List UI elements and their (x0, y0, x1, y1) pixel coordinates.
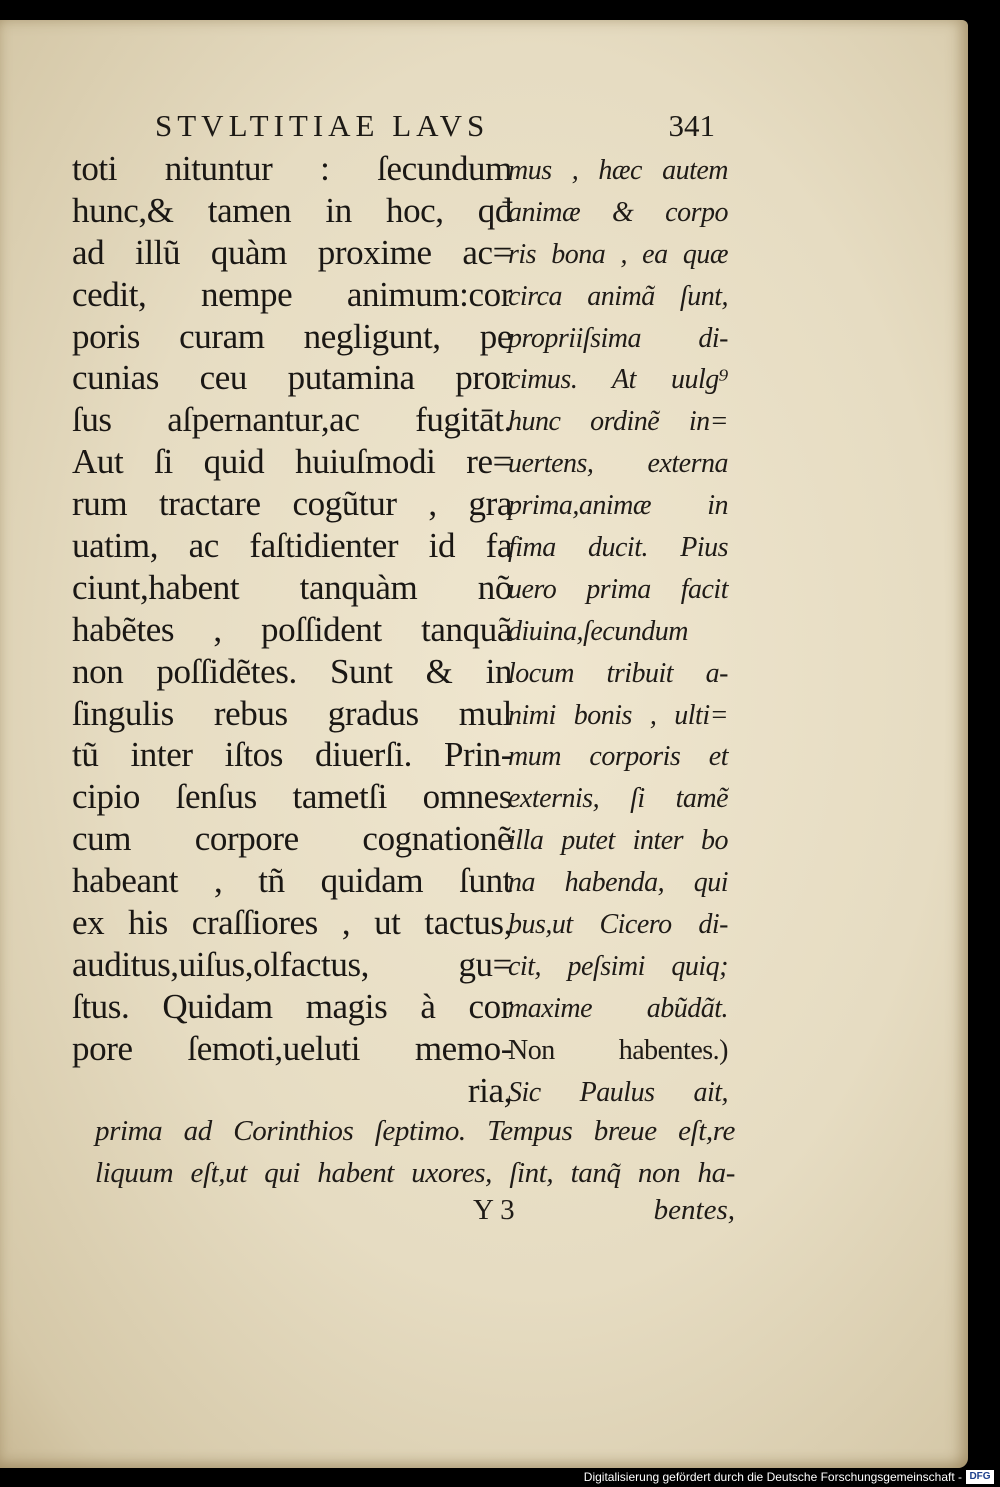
gloss-line: mum corporis et (508, 741, 728, 773)
gloss-line: ris bona , ea quæ (508, 238, 728, 270)
main-text-line: Aut ſi quid huiuſmodi re= (72, 442, 512, 482)
page-footer (95, 1194, 735, 1234)
main-text-line: cipio ſenſus tametſi omnes (72, 777, 512, 817)
main-text-column (72, 148, 512, 1111)
marginal-gloss-column (508, 150, 728, 1113)
main-text-line: ad illũ quàm proxime ac= (72, 232, 512, 272)
catchword: bentes, (653, 1194, 735, 1226)
gloss-line: uero prima facit (508, 573, 728, 605)
gloss-line: externis, ſi tamẽ (508, 783, 728, 815)
gloss-line: locum tribuit a- (508, 657, 728, 689)
gloss-line: fima ducit. Pius (508, 532, 728, 564)
gloss-line: prima,animæ in (508, 490, 728, 522)
gloss-line: illa putet inter bo (508, 825, 728, 857)
main-text-line: ex his craſſiores , ut tactus, (72, 903, 512, 943)
main-text-line: auditus,uiſus,olfactus, gu= (72, 944, 512, 984)
main-text-line: hunc,& tamen in hoc, qđ (72, 190, 512, 230)
dfg-logo-icon: DFG (966, 1470, 994, 1484)
gloss-line: Sic Paulus ait, (508, 1076, 728, 1108)
main-text-line: poris curam negligunt, pe (72, 316, 512, 356)
main-text-line: habeant , tñ quidam ſunt (72, 861, 512, 901)
gloss-line: animæ & corpo (508, 196, 728, 228)
running-title: STVLTITIAE LAVS (155, 108, 490, 143)
gloss-line: propriiſsima di- (508, 322, 728, 354)
main-text-line: toti nituntur : ſecundum (72, 149, 512, 188)
signature-mark: Y 3 (473, 1194, 515, 1226)
main-text-line: ſingulis rebus gradus mul (72, 693, 512, 733)
main-text-line: non poſſidẽtes. Sunt & in (72, 651, 512, 691)
main-text-line: ria, (467, 1070, 512, 1110)
digitization-credit-bar (0, 1468, 1000, 1487)
bottom-gloss-line: prima ad Corinthios ſeptimo. Tempus breue eſt,re (95, 1115, 735, 1147)
gloss-line: mus , hæc autem (508, 155, 728, 186)
gloss-line: diuina,ſecundum (508, 615, 688, 647)
gloss-line: Non habentes.) (508, 1034, 728, 1066)
main-text-line: cum corpore cognationẽ (72, 819, 512, 859)
gloss-line: hunc ordinẽ in= (508, 406, 728, 438)
gloss-line: bus,ut Cicero di- (508, 909, 728, 941)
main-text-line: ciunt,habent tanquàm nõ (72, 567, 512, 607)
main-text-line: habẽtes , poſſident tanquã (72, 609, 512, 649)
credit-text: Digitalisierung gefördert durch die Deutsche Forschungsgemeinschaft - (583, 1470, 962, 1484)
main-text-line: uatim, ac faſtidienter id fa (72, 526, 512, 566)
page-number: 341 (668, 108, 715, 143)
bottom-gloss-line: liquum eſt,ut qui habent uxores, ſint, tanq̃ non ha- (95, 1157, 735, 1189)
main-text-line: rum tractare cogũtur , gra (72, 484, 512, 524)
main-text-line: tũ inter iſtos diuerſi. Prin- (72, 735, 512, 775)
gloss-line: nimi bonis , ulti= (508, 699, 728, 731)
gloss-line: uertens, externa (508, 448, 728, 480)
bottom-gloss (95, 1110, 735, 1194)
main-text-line: ſus aſpernantur,ac fugitāt. (72, 400, 512, 440)
gloss-line: circa animã ſunt, (508, 280, 728, 312)
gloss-line: cit, peſsimi quiq; (508, 950, 728, 982)
gloss-line: cimus. At uulg⁹ (508, 364, 728, 396)
main-text-line: pore ſemoti,ueluti memo- (72, 1028, 512, 1068)
gloss-line: na habenda, qui (508, 867, 728, 899)
main-text-line: cunias ceu putamina pror (72, 358, 512, 398)
running-head (155, 108, 715, 148)
main-text-line: ſtus. Quidam magis à cor (72, 986, 512, 1026)
main-text-line: cedit, nempe animum:cor (72, 274, 512, 314)
gloss-line: maxime abũdãt. (508, 992, 728, 1024)
